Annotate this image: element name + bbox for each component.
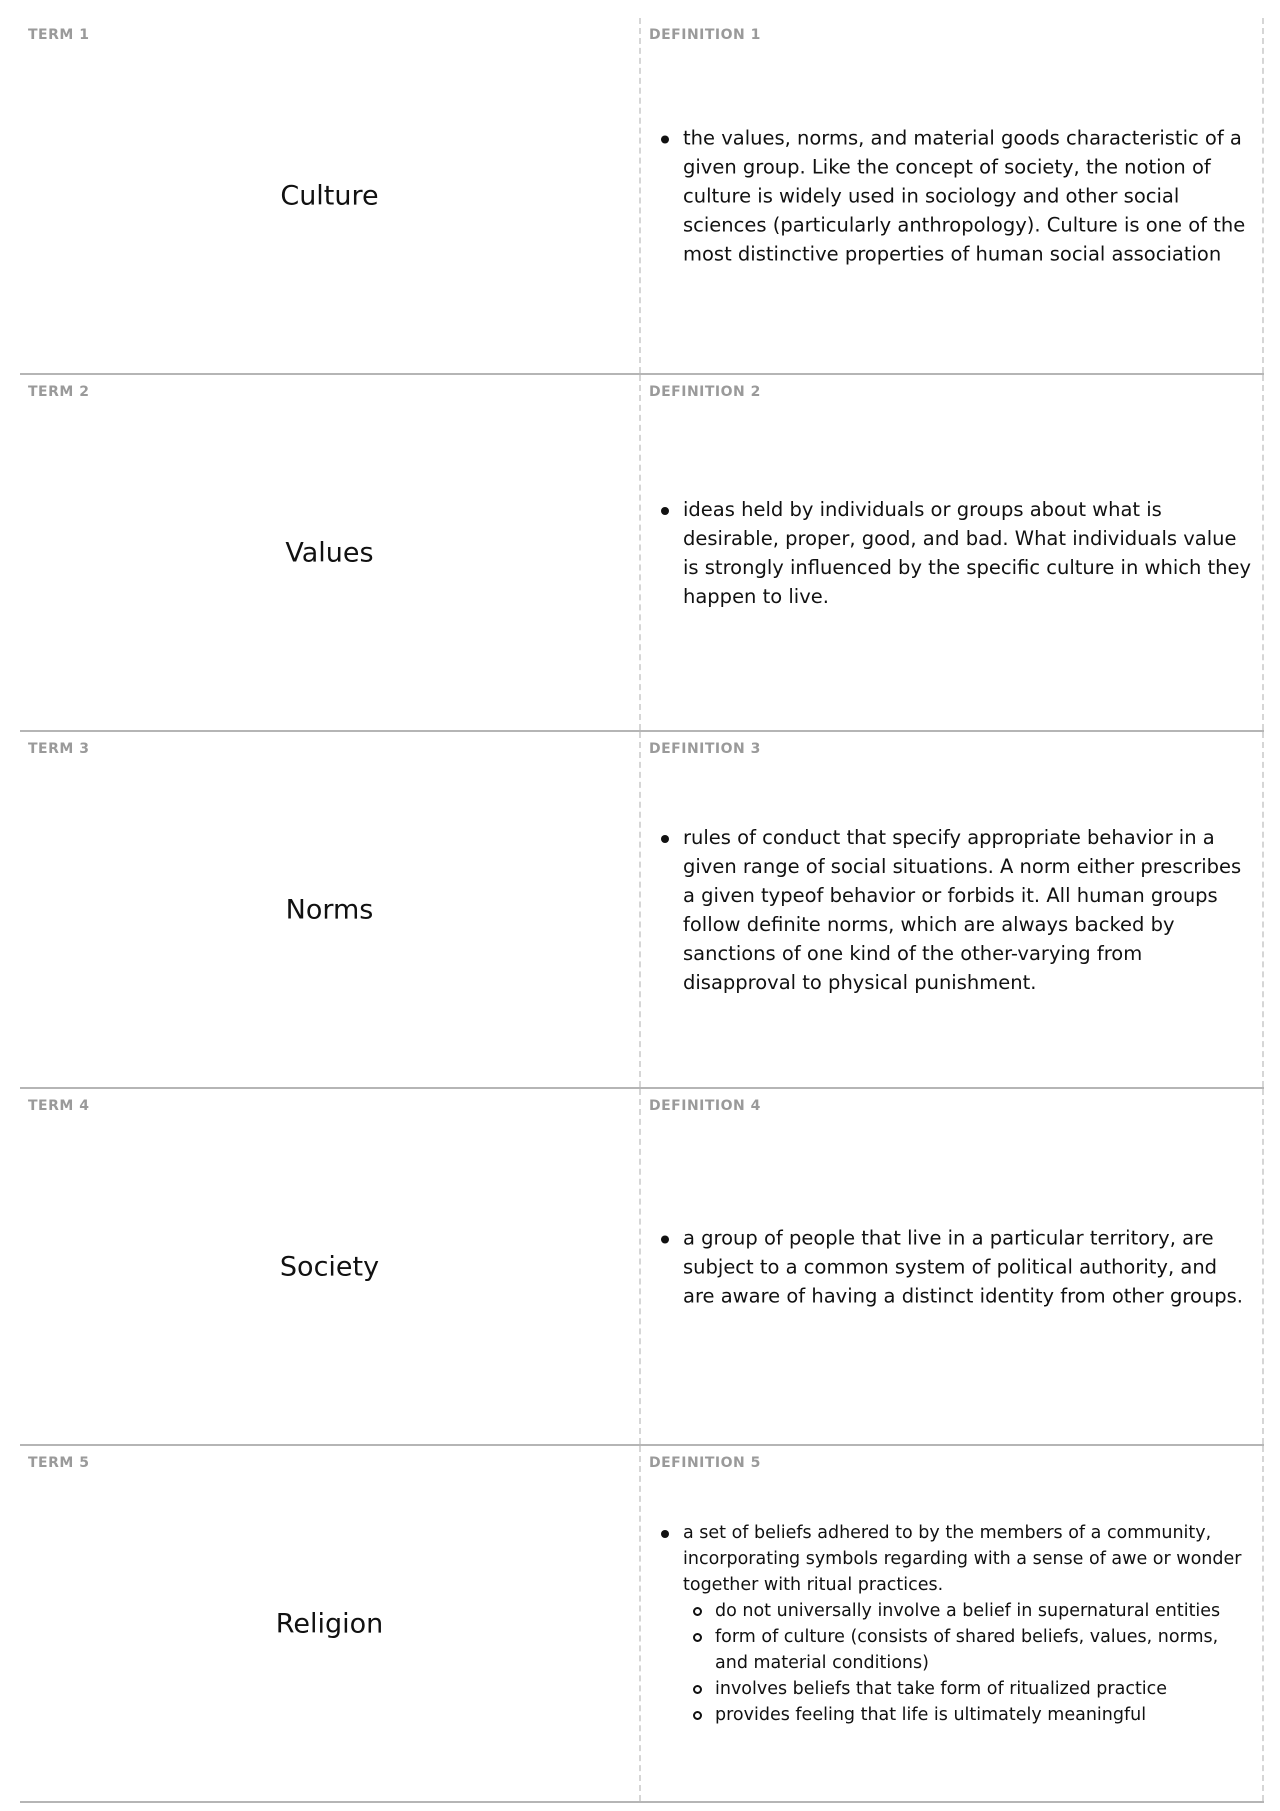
- definition-list: [651, 1223, 1254, 1310]
- term-label: TERM 5: [28, 1455, 90, 1471]
- definition-text: a group of people that live in a particular territory, are subject to a common system of political authority, and are aware of having a distinct identity from other groups.: [683, 1223, 1254, 1310]
- definition-cell: [641, 1446, 1264, 1801]
- term-text: Society: [279, 1251, 380, 1282]
- term-text: Values: [285, 537, 374, 568]
- definition-text: the values, norms, and material goods characteristic of a given group. Like the concept of society, the notion of culture is widely used in sociology and other social sciences (particularly anthropology). Culture is one of the most distinctive properties of human social association: [683, 123, 1254, 268]
- definition-cell: [641, 18, 1264, 373]
- sub-point: do not universally involve a belief in supernatural entities: [715, 1598, 1254, 1624]
- definition-text: ideas held by individuals or groups about what is desirable, proper, good, and bad. What individuals value is strongly influenced by the specific culture in which they happen to live.: [683, 495, 1254, 611]
- term-label: TERM 2: [28, 384, 90, 400]
- sub-point: form of culture (consists of shared beliefs, values, norms, and material conditions): [715, 1624, 1254, 1676]
- definition-body: [651, 823, 1254, 997]
- definition-cell: [641, 375, 1264, 730]
- card-row-4: [20, 1089, 1264, 1446]
- term-cell: [20, 732, 641, 1087]
- definition-label: DEFINITION 2: [649, 384, 761, 400]
- definition-body: [651, 495, 1254, 611]
- definition-list: [651, 495, 1254, 611]
- term-text: Religion: [275, 1608, 384, 1639]
- term-cell: [20, 375, 641, 730]
- sub-point: provides feeling that life is ultimately meaningful: [715, 1702, 1254, 1728]
- card-row-3: [20, 732, 1264, 1089]
- definition-label: DEFINITION 3: [649, 741, 761, 757]
- definition-cell: [641, 1089, 1264, 1444]
- card-row-5: [20, 1446, 1264, 1803]
- term-cell: [20, 1446, 641, 1801]
- flashcard-sheet: [20, 18, 1264, 1800]
- card-row-2: [20, 375, 1264, 732]
- definition-text: rules of conduct that specify appropriate behavior in a given range of social situations. A norm either prescribes a given typeof behavior or forbids it. All human groups follow definite norms, which are always backed by sanctions of one kind of the other-varying from disapproval to physical punishment.: [683, 823, 1254, 997]
- definition-label: DEFINITION 4: [649, 1098, 761, 1114]
- sub-point: involves beliefs that take form of ritualized practice: [715, 1676, 1254, 1702]
- definition-sub-list: [683, 1598, 1254, 1728]
- term-text: Culture: [280, 180, 379, 211]
- definition-body: [651, 1520, 1254, 1728]
- definition-body: [651, 1223, 1254, 1310]
- definition-label: DEFINITION 1: [649, 27, 761, 43]
- definition-text: a set of beliefs adhered to by the members of a community, incorporating symbols regarding with a sense of awe or wonder together with ritual practices.: [683, 1522, 1242, 1595]
- definition-body: [651, 123, 1254, 268]
- term-label: TERM 3: [28, 741, 90, 757]
- definition-cell: [641, 732, 1264, 1087]
- definition-list: [651, 123, 1254, 268]
- term-label: TERM 1: [28, 27, 90, 43]
- term-text: Norms: [285, 894, 374, 925]
- term-label: TERM 4: [28, 1098, 90, 1114]
- definition-list: [651, 1520, 1254, 1728]
- definition-list: [651, 823, 1254, 997]
- card-row-1: [20, 18, 1264, 375]
- definition-label: DEFINITION 5: [649, 1455, 761, 1471]
- term-cell: [20, 1089, 641, 1444]
- term-cell: [20, 18, 641, 373]
- definition-item: [683, 1520, 1254, 1728]
